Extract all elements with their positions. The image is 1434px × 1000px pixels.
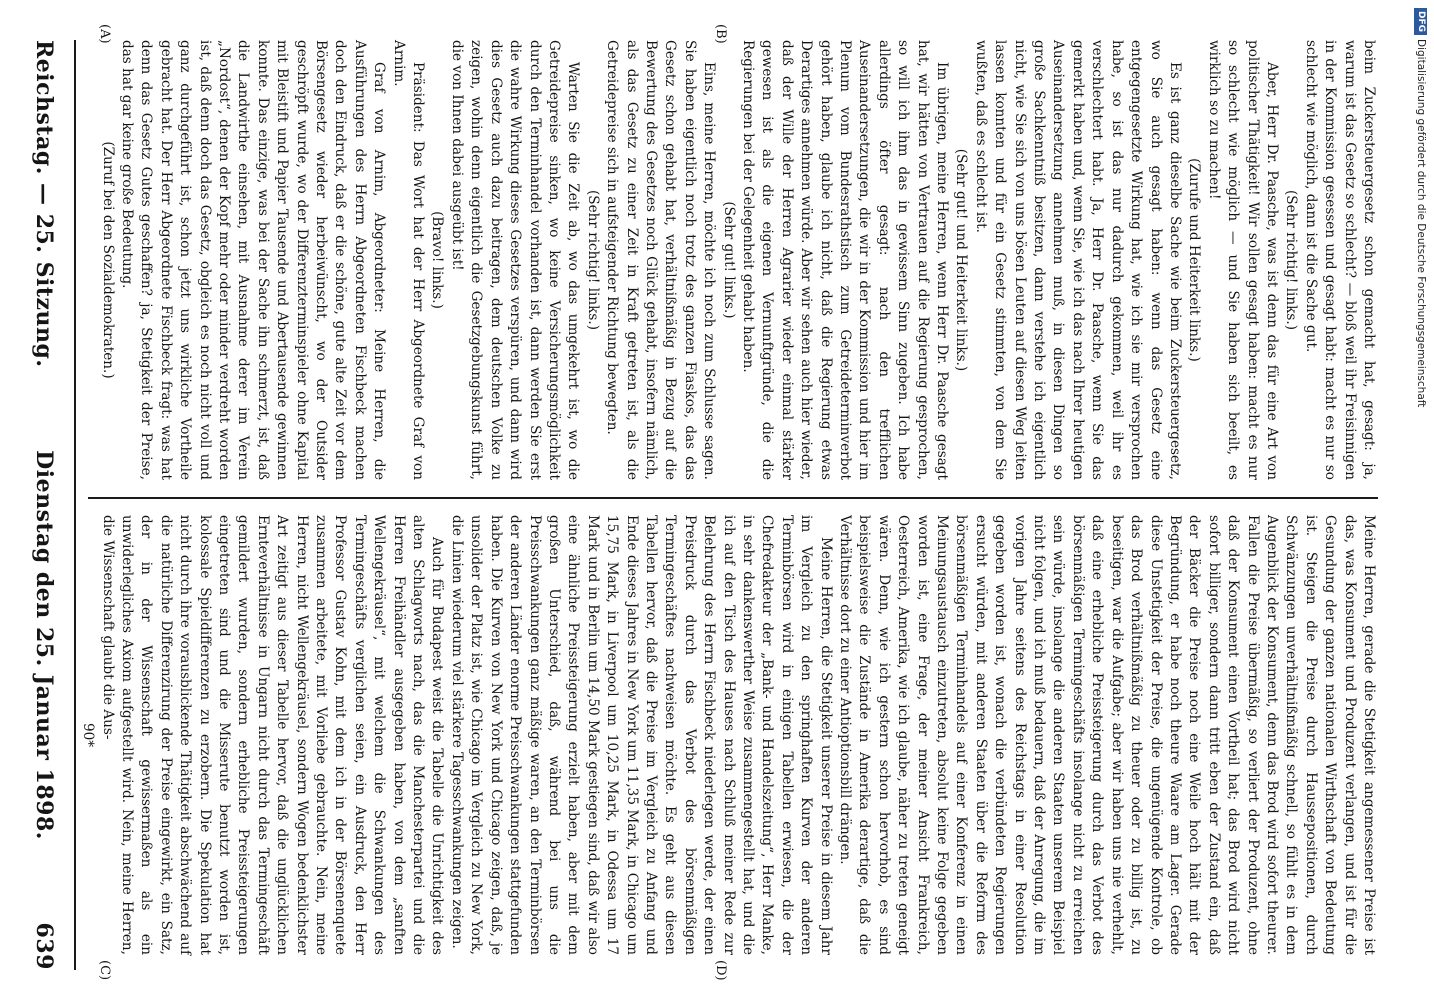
margin-letter-a: (A) <box>97 24 112 44</box>
interjection: (Sehr gut! links.) <box>720 201 737 319</box>
header-rule <box>74 40 76 970</box>
interjection: (Sehr richtig! links.) <box>584 189 601 331</box>
speaker-paragraph: Graf von Arnim, Abgeordneter: Meine Herren, die Ausführungen des Herrn Abgeordneten Fischbeck machen doch den Eindruck, daß er die schöne, gute alte Zeit vor dem Börsengesetz wieder herbeiwünscht, wo der Outsider geschröpft wurde, wo der Differenzterminspieler ohne Kapital mit Bleistift und Papier Tausende und Abertausende gewinnen konnte. Das einzige, was bei der Sache ihn schmerzt, ist, daß die Landwirthe einsehen, mit Ausnahme derer im Verein „Nordost“, denen der Kopf mehr oder minder verdreht worden ist, daß denn doch das Gesetz, obgleich es noch nicht voll und ganz durchgeführt ist, schon jetzt uns wirkliche Vortheile gebracht hat. Der Herr Abgeordnete Fischbeck fragt: was hat denn das Gesetz Gutes geschaffen? ja, Stetigkeit der Preise, das hat gar keine große Bedeutung. <box>119 40 388 480</box>
paragraph: Aber, Herr Dr. Paasche, was ist denn das für eine Art von politischer Thätigkeit! Wir sollen gesagt haben: macht es nur so schlecht wie möglich — und Sie haben sich beeilt, es wirklich so zu machen! <box>1205 40 1280 480</box>
paragraph: Warten Sie die Zeit ab, wo das umgekehrt ist, wo die Getreidepreise sinken, wo keine Versicherungsmöglichkeit durch den Terminhandel vorhanden ist, dann werden Sie erst die wahre Wirkung dieses Gesetzes verspüren, und dann wird dies Gesetz auch dazu beitragen, dem deutschen Volke zu zeigen, wohin denn eigentlich die Gesetzgebungskunst führt, die von Ihnen dabei ausgeübt ist! <box>448 40 582 480</box>
header-date: Dienstag den 25. Januar 1898. <box>31 450 57 840</box>
paragraph: Auch für Budapest weist die Tabelle die Unrichtigkeit des alten Schlagworts nach, das die Manchesterpartei und die Herren Freihändler ausgegeben haben, von dem „sanften Wellengekräusel“, mit welchem die Schwankungen des Termingeschäfts verglichen seien, ein Ausdruck, den Herr Professor Gustav Kohn, mit dem ich in der Börsenenquete zusammen arbeitete, mit Vorliebe gebrauchte. Nein, meine Herren, nicht Wellengekräusel, sondern Wogen bedenklichster Art zeitigt aus dieser Tabelle hervor, daß die unglücklichen Ernteverhältnisse in Ungarn nicht durch das Termingeschäft gemildert wurden, sondern erhebliche Preissteigerungen eingetreten sind und die Misserute benutzt worden ist, kolossale Spieldifferenzen zu erzobern. Die Spekulation hat nicht durch ihre vorausblickende Thätigkeit abschwächend auf die natürliche Differenzirung der Preise eingewirkt, ein Satz, der in der Wissenschaft gewissermaßen als ein unwiderlegliches Axiom aufgestellt wird. Nein, meine Herren, die Wissenschaft glaubt die Aus- <box>99 515 446 955</box>
paragraph: beim Zuckersteuergesetz schon gemacht hat, gesagt: ja, warum ist das Gesetz so schlecht? — bloß weil ihr Freisinnigen in der Kommission gesessen und gesagt habt: macht es nur so schlecht wie möglich, dann ist die Sache gut. <box>1302 40 1377 480</box>
column-divider <box>88 497 1378 499</box>
digitization-text: Digitalisierung gefördert durch die Deutsche Forschungsgemeinschaft <box>1415 39 1427 408</box>
page-header <box>24 40 64 970</box>
paragraph: Meine Herren, gerade die Stetigkeit angemessener Preise ist das, was Konsument und Produzent verlangen, und ist für die Gesundung der ganzen nationalen Wirthschaft von Bedeutung ist. Steigen die Preise durch Haussepositionen, durch Schwänzungen unverhältnißmäßig schnell, so fühlt es in dem Augenblick der Konsument, denn das Brod wird sofort theurer. Fallen die Preise übermäßig, so verliert der Produzent, ohne daß der Konsument einen Vortheil hat; das Brod wird nicht sofort billiger, sondern dann tritt eben der Zustand ein, daß der Bäcker die Preise noch eine Weile hoch hält mit der Begründung, er habe noch theure Waare am Lager. Gerade diese Unstetigkeit der Preise, die ungenügende Kontrole, ob das Brod verhältnißmäßig zu theuer oder zu billig ist, zu beseitigen, war die Aufgabe; aber wir haben uns nie verhehlt, daß eine erhebliche Preissteigerung durch das Verbot des börsenmäßigen Termingeschäfts insolange nicht zu erreichen sein würde, insolange die anderen Staaten unserem Beispiel nicht folgen, und ich muß bedauern, daß der Anregung, die im vorigen Jahre seitens des Reichstags in einer Resolution gegeben worden ist, wonach die verbündeten Regierungen ersucht würden, mit anderen Staaten über die Reform des börsenmäßigen Terminhandels auf einer Konferenz in einen Meinungsaustausch einzutreten, absolut keine Folge gegeben worden ist, eine Frage, der meiner Ansicht Frankreich, Oesterreich, Amerika, wie ich glaube, näher zu treten geneigt wären. Denn, wie ich gestern schon hervorhob, es sind beispielsweise die Zustände in Amerika derartige, daß die Verhältnisse dort zu einer Antioptionsbill drängen. <box>837 515 1377 955</box>
speaker-paragraph: Präsident: Das Wort hat der Herr Abgeordnete Graf von Arnim. <box>390 40 427 480</box>
right-column <box>80 515 1378 955</box>
interjection: (Zuruf bei den Sozialdemokraten.) <box>99 141 116 379</box>
interjection: (Zurufe und Heiterkeit links.) <box>1186 158 1203 362</box>
paragraph: Im übrigen, meine Herren, wenn Herr Dr. Paasche gesagt hat, wir hätten von Vertrauen auf die Regierung gesprochen, so will ich ihm das in gewissem Sinn zugeben. Ich habe allerdings öfter gesagt: nach den trefflichen Auseinandersetzungen, die wir in der Kommission und hier im Plenum vom Bundesrathstisch zum Getreideterminverbot gehört haben, glaube ich nicht, daß die Regierung etwas Derartiges annehmen würde. Aber wir sehen auch hier wieder, daß der Wille der Herren Agrarier wieder einmal stärker gewesen ist als die eigenen Vernunftgründe, die die Regierungen bei der Gelegenheit gehabt haben. <box>740 40 951 480</box>
interjection: (Sehr richtig! links.) <box>1283 189 1300 331</box>
interjection: (Sehr gut! und Heiterkeit links.) <box>953 148 970 372</box>
left-column <box>88 40 1378 480</box>
margin-letter-d: (D) <box>713 960 728 981</box>
header-left: Reichstag. — 25. Sitzung. <box>31 40 57 368</box>
digitization-note <box>1408 0 1434 1000</box>
margin-letter-b: (B) <box>713 24 728 44</box>
paragraph: Meine Herren, die Stetigkeit unserer Preise in diesem Jahr im Vergleich zu den springhaften Kurven der anderen Terminbörsen wird in einigen Tabellen erwiesen, die der Chefredakteur der „Bank- und Handelszeitung“, Herr Manke, in sehr dankenswerther Weise zusammengestellt hat, und die ich auf den Tisch des Hauses nach Schluß meiner Rede zur Belehrung des Herrn Fischbeck niederlegen werde, der einen Preisdruck durch das Verbot des börsenmäßigen Termingeschäftes nachweisen möchte. Es geht aus diesen Tabellen hervor, daß die Preise im Vergleich zu Anfang und Ende dieses Jahres in New York um 11,35 Mark, in Chicago um 15,75 Mark, in Liverpool um 10,25 Mark, in Odessa um 17 Mark und in Berlin um 14,50 Mark gestiegen sind, daß wir also eine ähnliche Preissteigerung erzielt haben, aber mit dem großen Unterschied, daß, während bei uns die Preisschwankungen ganz mäßige waren, an den Terminbörsen der anderen Länder enorme Preisschwankungen stattgefunden haben. Die Kurven von New York und Chicago zeigen, daß, je unsolider der Platz ist, wie Chicago im Vergleich zu New York, die Linien wiederum viel stärkere Tagesschwankungen zeigen. <box>448 515 834 955</box>
dfg-logo: DFG <box>1415 8 1428 35</box>
paragraph: Eins, meine Herren, möchte ich noch zum Schlusse sagen. Sie haben eigentlich noch trotz des ganzen Fiaskos, das das Gesetz schon gehabt hat, verhältnißmäßig in Bezug auf die Bewertung des Gesetzes noch Glück gehabt, insofern nämlich, als das Gesetz zu einer Zeit in Kraft getreten ist, als die Getreidepreise sich in aufsteigender Richtung bewegten. <box>604 40 718 480</box>
signature-mark: 90* <box>80 722 97 748</box>
interjection: (Bravo! links.) <box>429 211 446 309</box>
paragraph: Es ist ganz dieselbe Sache wie beim Zuckersteuergesetz, wo Sie auch gesagt haben: wenn das Gesetz eine entgegengesetzte Wirkung hat, wie ich sie mir versprochen habe, so ist das nur dadurch gekommen, weil ihr es verschlechtert habt. Ja, Herr Dr. Paasche, wenn Sie das gemerkt haben und, wenn Sie, wie ich das nach Ihrer heutigen Auseinandersetzung annehmen muß, in diesen Dingen so große Sachkenntniß besitzen, dann verstehe ich eigentlich nicht, wie Sie sich von uns bösen Leuten auf diesen Weg leiten lassen konnten und für ein Gesetz stimmten, von dem Sie wußten, daß es schlecht ist. <box>972 40 1183 480</box>
margin-letter-c: (C) <box>97 960 112 981</box>
page-number: 639 <box>31 922 57 970</box>
